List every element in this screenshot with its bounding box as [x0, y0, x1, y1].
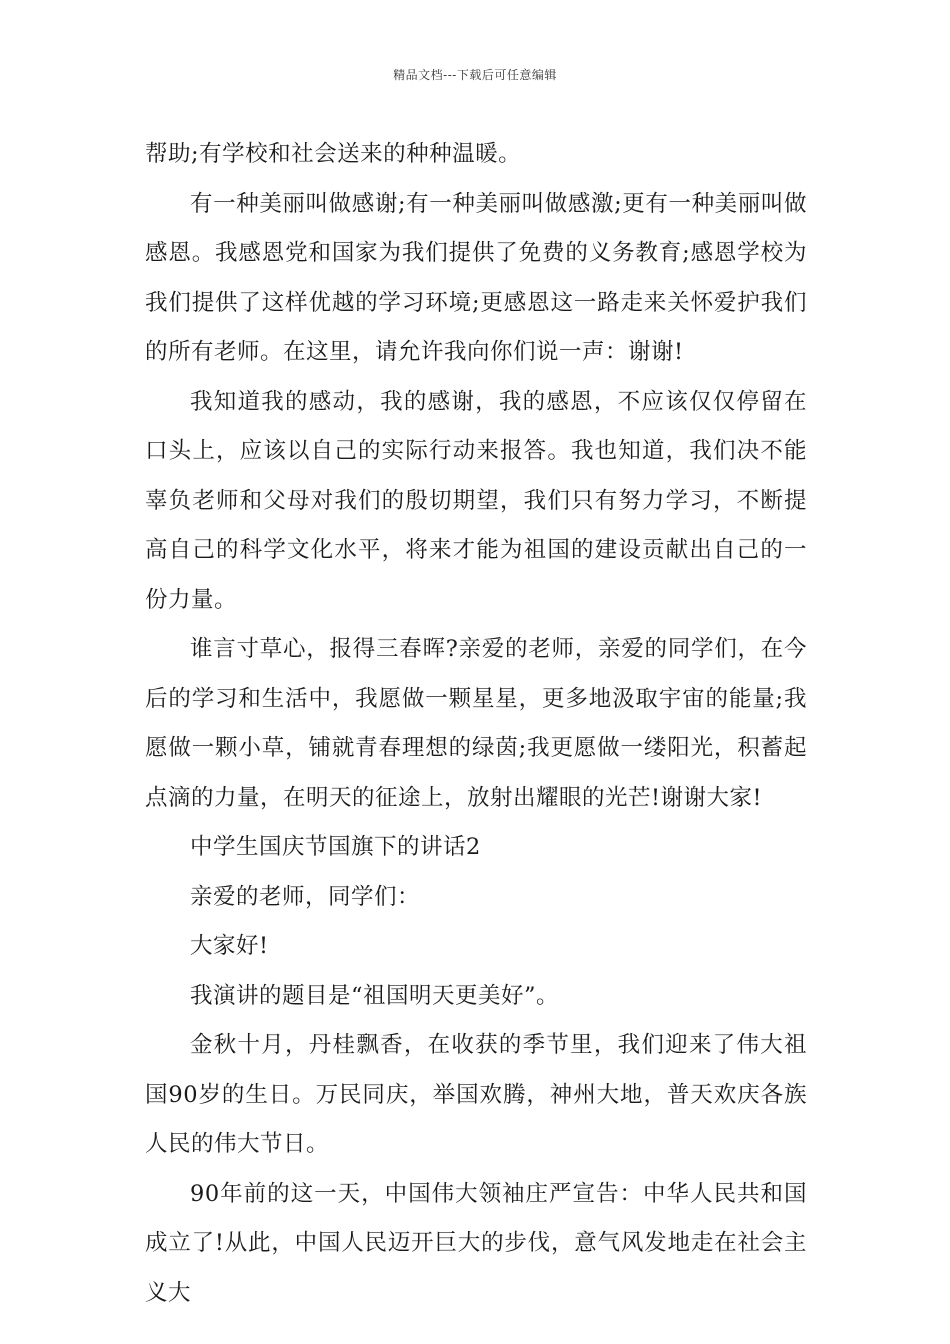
page-header: 精品文档---下载后可任意编辑 [393, 68, 557, 82]
speech-title: 中学生国庆节国旗下的讲话2 [190, 834, 481, 860]
paragraph-gratitude: 有一种美丽叫做感谢;有一种美丽叫做感激;更有一种美丽叫做感恩。我感恩党和国家为我们提供了免费的义务教育;感恩学校为我们提供了这样优越的学习环境;更感恩这一路走来关怀爱护我们的所有老师。在这里，请允许我向你们说一声：谢谢! [145, 190, 807, 365]
paragraph-autumn: 金秋十月，丹桂飘香，在收获的季节里，我们迎来了伟大祖国90岁的生日。万民同庆，举国欢腾，神州大地，普天欢庆各族人民的伟大节日。 [145, 1032, 807, 1157]
paragraph-closing: 谁言寸草心，报得三春晖?亲爱的老师，亲爱的同学们，在今后的学习和生活中，我愿做一颗星星，更多地汲取宇宙的能量;我愿做一颗小草，铺就青春理想的绿茵;我更愿做一缕阳光，积蓄起点滴的力量，在明天的征途上，放射出耀眼的光芒!谢谢大家! [145, 636, 807, 811]
document-body [145, 130, 807, 1318]
paragraph-history: 90年前的这一天，中国伟大领袖庄严宣告：中华人民共和国成立了!从此，中国人民迈开巨大的步伐，意气风发地走在社会主义大 [145, 1180, 807, 1306]
paragraph-action: 我知道我的感动，我的感谢，我的感恩，不应该仅仅停留在口头上，应该以自己的实际行动来报答。我也知道，我们决不能辜负老师和父母对我们的殷切期望，我们只有努力学习，不断提高自己的科学文化水平，将来才能为祖国的建设贡献出自己的一份力量。 [145, 388, 807, 613]
greeting: 大家好! [190, 933, 269, 959]
speech-topic: 我演讲的题目是“祖国明天更美好”。 [190, 982, 560, 1009]
salutation: 亲爱的老师，同学们： [190, 883, 421, 910]
paragraph-continuation: 帮助;有学校和社会送来的种种温暖。 [145, 141, 522, 167]
